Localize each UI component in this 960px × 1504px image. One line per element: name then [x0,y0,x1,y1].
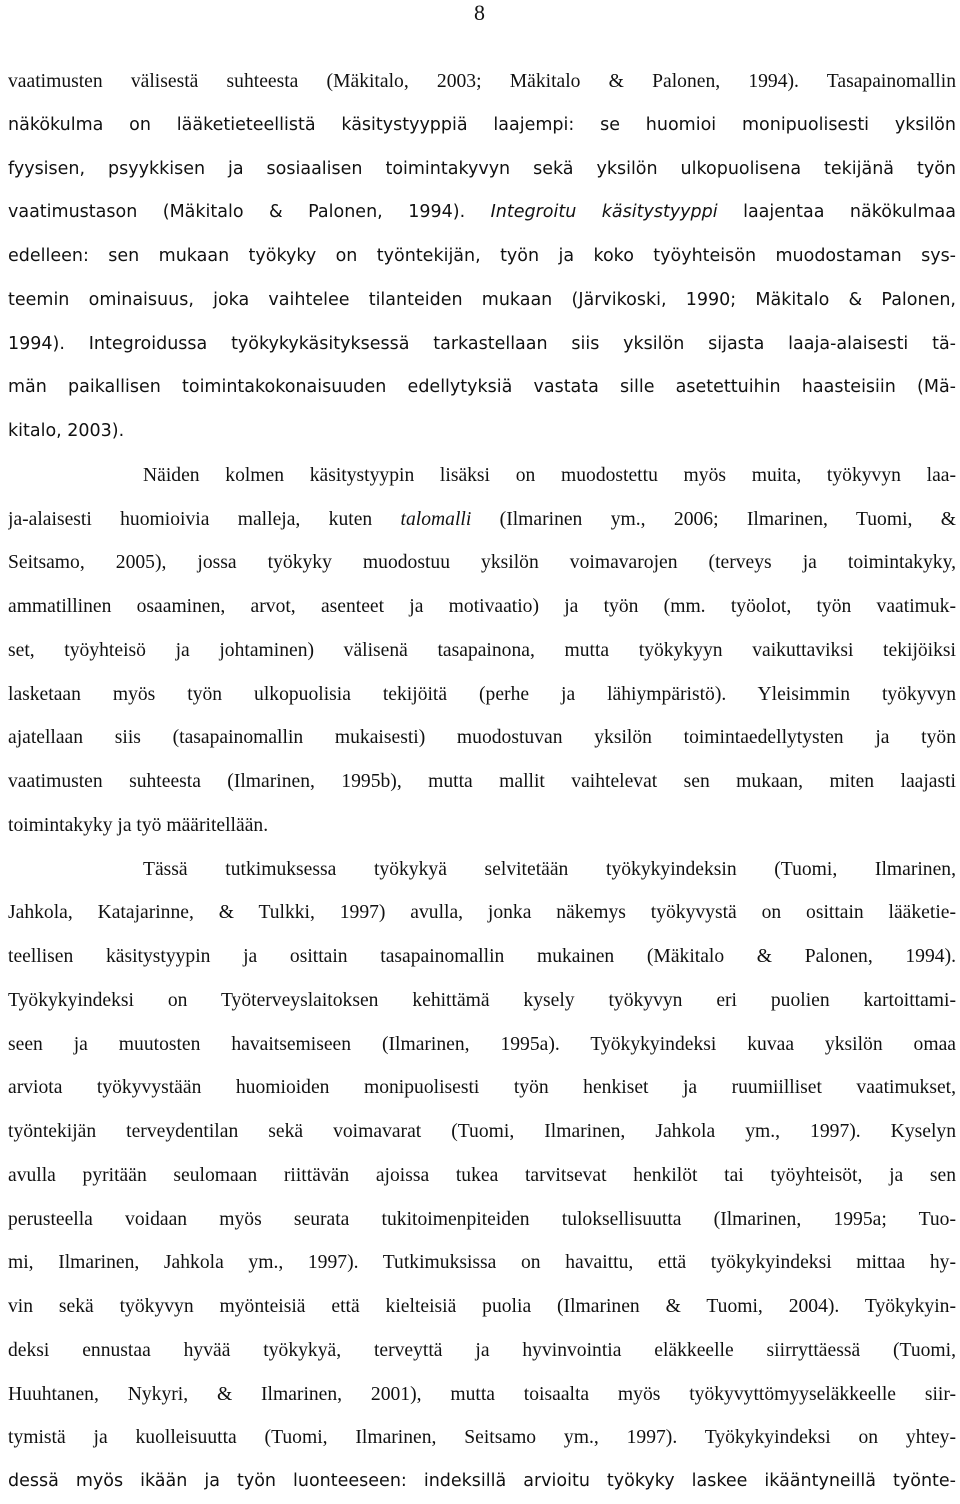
text-run: teellisen käsitystyypin ja osittain tasapainomallin mukainen (Mäkitalo & Palonen, 1994). [8,946,956,967]
text-line [8,148,956,192]
text-line [8,541,956,585]
text-run: set, työyhteisö ja johtaminen) välisenä tasapainona, mutta työkykyyn vaikuttaviksi tekijöiksi [8,639,956,661]
text-line [8,1198,956,1242]
text-line [8,235,956,279]
text-run: lasketaan myös työn ulkopuolisia tekijöitä (perhe ja lähiympäristö). Yleisimmin työkyvyn [8,683,956,705]
text-run: seen ja muutosten havaitsemiseen (Ilmarinen, 1995a). Työkykyindeksi kuvaa yksilön omaa [8,1033,956,1055]
text-run: kitalo, 2003). [8,421,125,441]
text-run: Seitsamo, 2005), jossa työkyky muodostuu yksilön voimavarojen (terveys ja toimintakyky, [8,552,956,574]
italic-term: Integroitu käsitystyyppi [490,202,718,223]
text-run: vaatimusten suhteesta (Ilmarinen, 1995b), mutta mallit vaihtelevat sen mukaan, miten laajasti [8,771,956,792]
text-line [8,804,956,848]
text-line [8,673,956,717]
text-line [8,629,956,673]
text-line [8,498,956,542]
text-run: 1994). Integroidussa työkykykäsityksessä tarkastellaan siis yksilön sijasta laaja-alaisesti tä- [8,333,956,354]
text-line [8,104,956,148]
text-run: näkökulma on lääketieteellistä käsitystyyppiä laajempi: se huomioi monipuolisesti yksilön [8,114,956,135]
text-run: tymistä ja kuolleisuutta (Tuomi, Ilmarinen, Seitsamo ym., 1997). Työkykyindeksi on yhtey- [8,1427,956,1449]
text-run: män paikallisen toimintakokonaisuuden edellytyksiä vastata sille asetettuihin haasteisiin (Mä- [8,377,956,398]
text-run: (Ilmarinen ym., 2006; Ilmarinen, Tuomi, & [471,508,956,530]
text-line [8,1023,956,1067]
text-run: mi, Ilmarinen, Jahkola ym., 1997). Tutkimuksissa on havaittu, että työkykyindeksi mittaa hy- [8,1252,956,1274]
text-line [8,1460,956,1504]
text-line [8,1066,956,1110]
text-run: edelleen: sen mukaan työkyky on työntekijän, työn ja koko työyhteisön muodostaman sys- [8,246,956,266]
text-run: Tässä tutkimuksessa työkykyä selvitetään työkykyindeksin (Tuomi, Ilmarinen, [143,858,956,880]
text-run: dessä myös ikään ja työn luonteeseen: indeksillä arvioitu työkyky laskee ikääntyneillä työnte- [8,1471,956,1491]
text-line [8,323,956,367]
text-run: ammatillinen osaaminen, arvot, asenteet ja motivaatio) ja työn (mm. työolot, työn vaatimuk- [8,596,956,617]
text-run: toimintakyky ja työ määritellään. [8,814,269,836]
body-text [8,60,956,1504]
text-line [8,848,956,892]
text-line [8,1373,956,1417]
text-run: laajentaa näkökulmaa [717,202,956,223]
text-run: vaatimusten välisestä suhteesta (Mäkitalo, 2003; Mäkitalo & Palonen, 1994). Tasapainomallin [8,71,956,92]
text-line [8,1110,956,1154]
text-line [8,1285,956,1329]
text-line [8,1154,956,1198]
text-line [8,191,956,235]
text-line [8,716,956,760]
text-line [8,454,956,498]
text-run: Huuhtanen, Nykyri, & Ilmarinen, 2001), mutta toisaalta myös työkyvyttömyyseläkkeelle siir- [8,1383,956,1405]
text-line [8,585,956,629]
text-run: vaatimustason (Mäkitalo & Palonen, 1994). [8,202,491,223]
text-run: deksi ennustaa hyvää työkykyä, terveyttä ja hyvinvointia eläkkeelle siirryttäessä (Tuomi, [8,1339,956,1361]
page-number: 8 [474,0,485,25]
text-line [8,935,956,979]
text-line [8,1241,956,1285]
text-run: Työkykyindeksi on Työterveyslaitoksen kehittämä kysely työkyvyn eri puolien kartoittami- [8,989,956,1011]
text-run: ajatellaan siis (tasapainomallin mukaisesti) muodostuvan yksilön toimintaedellytysten ja työn [8,727,956,749]
text-run: Näiden kolmen käsitystyypin lisäksi on muodostettu myös muita, työkyvyn laa- [143,464,956,486]
text-run: Jahkola, Katajarinne, & Tulkki, 1997) avulla, jonka näkemys työkyvystä on osittain lääketie- [8,902,956,924]
text-run: fyysisen, psyykkisen ja sosiaalisen toimintakyvyn sekä yksilön ulkopuolisena tekijänä työn [8,158,956,179]
text-run: ja-alaisesti huomioivia malleja, kuten [8,508,401,530]
text-line [8,279,956,323]
text-line [8,979,956,1023]
text-line [8,891,956,935]
text-run: vin sekä työkyvyn myönteisiä että kielteisiä puolia (Ilmarinen & Tuomi, 2004). Työkykyin- [8,1296,956,1317]
text-run: perusteella voidaan myös seurata tukitoimenpiteiden tuloksellisuutta (Ilmarinen, 1995a; Tuo- [8,1208,956,1230]
text-run: työntekijän terveydentilan sekä voimavarat (Tuomi, Ilmarinen, Jahkola ym., 1997). Kyselyn [8,1121,956,1142]
text-run: arviota työkyvystään huomioiden monipuolisesti työn henkiset ja ruumiilliset vaatimukset, [8,1077,956,1099]
text-line [8,60,956,104]
text-run: teemin ominaisuus, joka vaihtelee tilanteiden mukaan (Järvikoski, 1990; Mäkitalo & Palonen, [8,289,956,310]
italic-term: talomalli [400,508,472,530]
text-line [8,410,956,454]
text-line [8,366,956,410]
text-line [8,760,956,804]
text-line [8,1329,956,1373]
text-run: avulla pyritään seulomaan riittävän ajoissa tukea tarvitsevat henkilöt tai työyhteisöt, ja sen [8,1164,956,1186]
text-line [8,1416,956,1460]
